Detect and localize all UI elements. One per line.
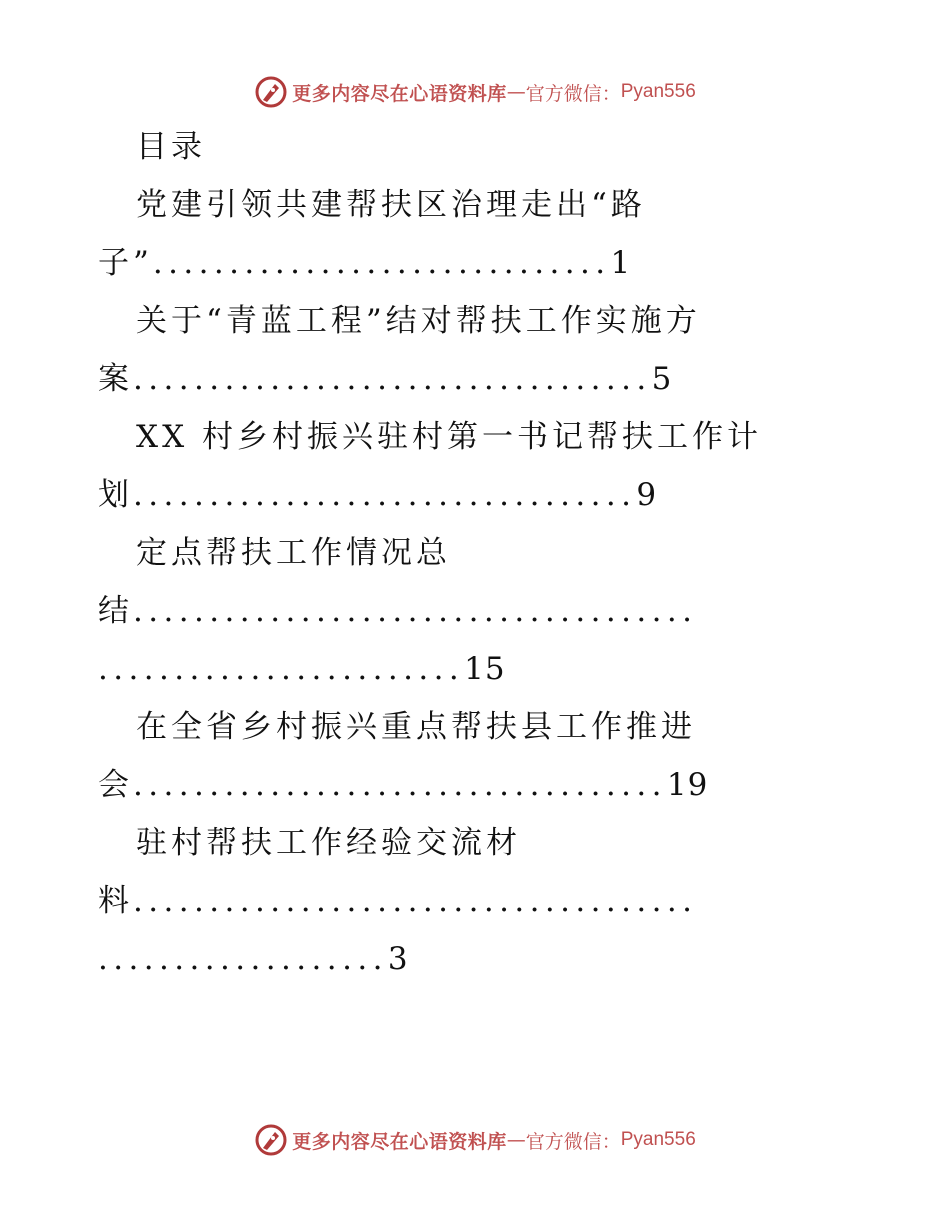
toc-entry-line — [98, 234, 844, 292]
toc-entry-title: 关于“青蓝工程”结对帮扶工作实施方 — [136, 303, 701, 339]
toc-entry-line — [98, 582, 844, 640]
toc-entry-line — [98, 466, 844, 524]
toc-entry-title: 驻村帮扶工作经验交流材 — [136, 825, 521, 861]
banner-dash: — — [506, 81, 526, 103]
toc-entry-wrap: 划 — [98, 477, 133, 513]
banner-content — [254, 75, 696, 109]
toc-entry-title: 定点帮扶工作情况总 — [136, 535, 451, 571]
toc-entry-leader: ........................ — [98, 651, 465, 687]
toc-entry-page: 5 — [651, 361, 673, 397]
pen-nib-logo-icon — [254, 1123, 288, 1157]
toc-entry-title: 在全省乡村振兴重点帮扶县工作推进 — [136, 709, 696, 745]
toc-entry-wrap: 会 — [98, 767, 133, 803]
toc-entry-leader: ................................... — [133, 767, 667, 803]
banner-main-text: 更多内容尽在心语资料库 — [292, 82, 507, 105]
toc-entry-leader: ..................................... — [133, 593, 698, 629]
toc-entry-page: 3 — [387, 941, 409, 977]
toc-heading: 目录 — [136, 129, 206, 165]
header-banner — [0, 72, 950, 112]
toc-entry-leader: .............................. — [152, 245, 611, 281]
toc-entry-wrap: 料 — [98, 883, 133, 919]
toc-entry-page: 19 — [666, 767, 709, 803]
banner-content — [254, 1123, 696, 1157]
table-of-contents — [98, 118, 844, 988]
toc-entry-title: XX 村乡村振兴驻村第一书记帮扶工作计 — [136, 419, 762, 455]
banner-wechat-handle: Pyan556 — [620, 81, 696, 102]
toc-entry-line — [98, 350, 844, 408]
toc-entry-leader: ................................. — [133, 477, 637, 513]
toc-entry-page: 9 — [636, 477, 658, 513]
banner-dash: — — [506, 1129, 526, 1151]
toc-entry-page: 15 — [464, 651, 506, 687]
toc-entry-line-continued — [98, 930, 844, 988]
toc-entry-line-continued — [98, 640, 844, 698]
banner-wechat-handle: Pyan556 — [620, 1129, 696, 1150]
toc-entry-wrap: 子” — [98, 245, 153, 281]
toc-entry-leader: ................... — [98, 941, 388, 977]
toc-entry-line — [98, 872, 844, 930]
toc-entry-leader: .................................. — [133, 361, 652, 397]
toc-entry-line — [98, 756, 844, 814]
banner-main-text: 更多内容尽在心语资料库 — [292, 1130, 507, 1153]
toc-entry-page: 1 — [610, 245, 632, 281]
footer-banner — [0, 1120, 950, 1160]
pen-nib-logo-icon — [254, 75, 288, 109]
toc-entry-wrap: 案 — [98, 361, 133, 397]
banner-wechat-label: 官方微信： — [525, 1130, 621, 1153]
toc-entry-leader: ..................................... — [133, 883, 698, 919]
banner-wechat-label: 官方微信： — [525, 82, 621, 105]
toc-entry-wrap: 结 — [98, 593, 133, 629]
toc-entry-title: 党建引领共建帮扶区治理走出“路 — [136, 187, 646, 223]
